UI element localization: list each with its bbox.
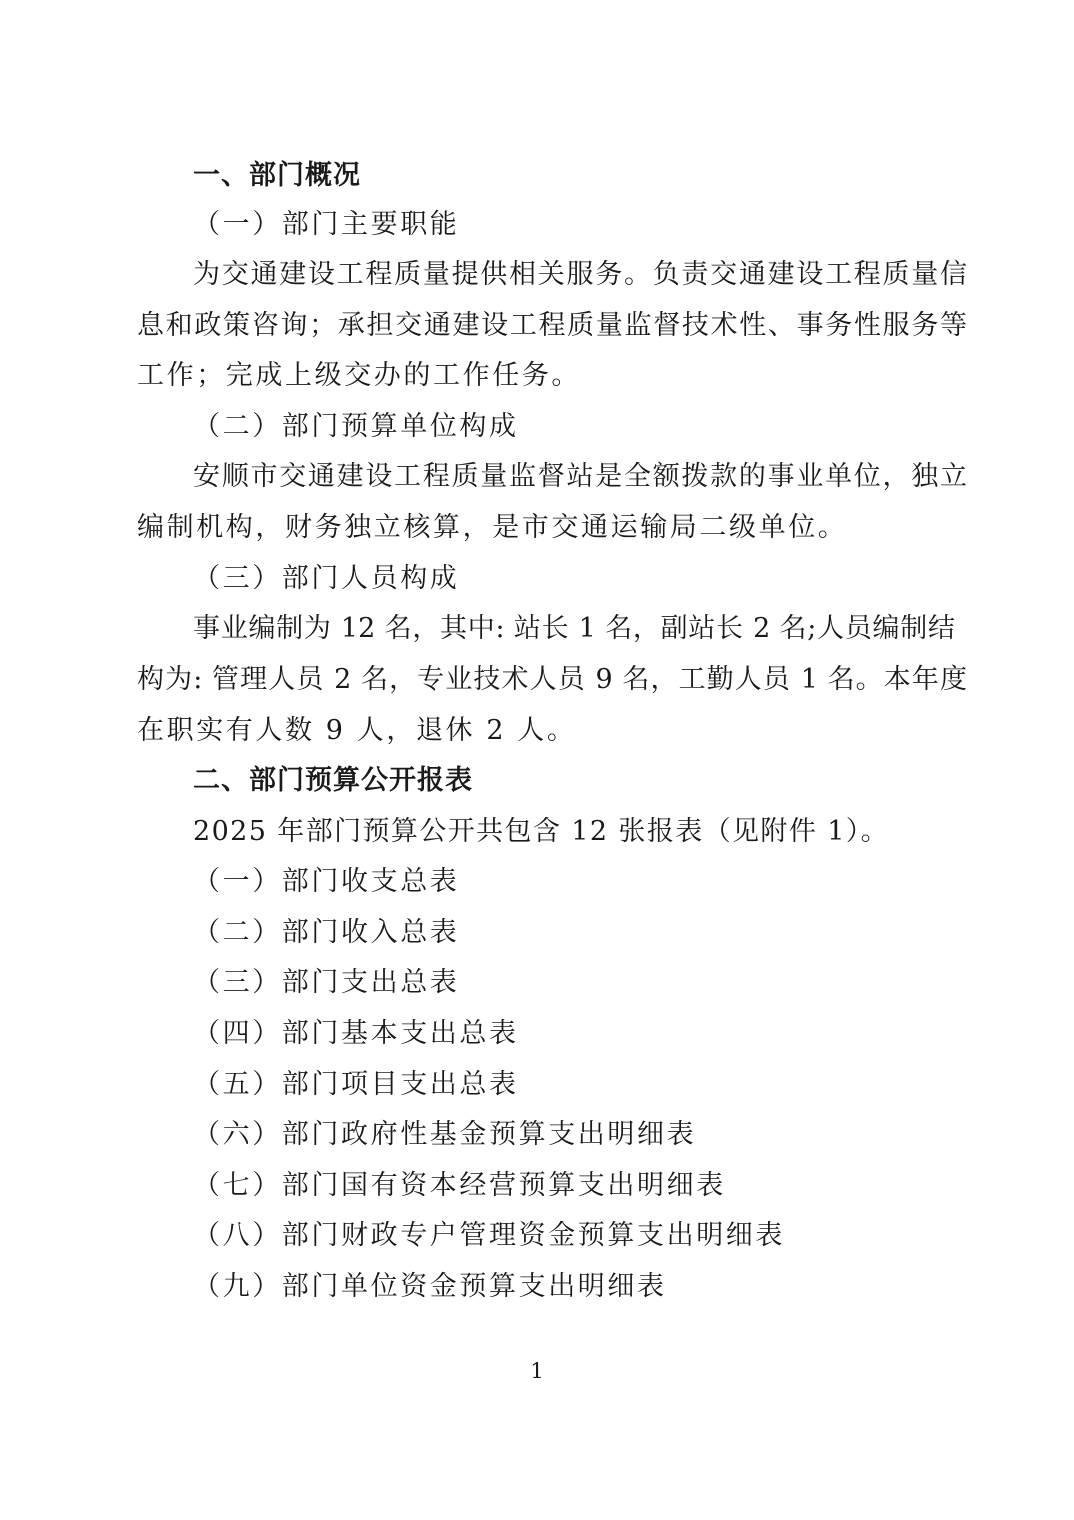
paragraph-line: 为交通建设工程质量提供相关服务。负责交通建设工程质量信 [193,259,967,290]
section-heading-budget-reports: 二、部门预算公开报表 [193,765,473,796]
subheading-budget-units: （二）部门预算单位构成 [193,411,519,442]
paragraph-line: 安顺市交通建设工程质量监督站是全额拨款的事业单位，独立 [193,461,967,492]
report-list-item: （八）部门财政专户管理资金预算支出明细表 [193,1220,785,1251]
report-list-item: （六）部门政府性基金预算支出明细表 [193,1119,697,1150]
report-list-item: （二）部门收入总表 [193,917,460,948]
subheading-staff-composition: （三）部门人员构成 [193,563,460,594]
report-list-item: （三）部门支出总表 [193,967,460,998]
report-list-item: （九）部门单位资金预算支出明细表 [193,1271,667,1302]
paragraph-line: 在职实有人数 9 人，退休 2 人。 [137,715,577,746]
report-list-item: （五）部门项目支出总表 [193,1069,519,1100]
paragraph-line: 2025 年部门预算公开共包含 12 张报表（见附件 1）。 [193,816,890,847]
paragraph-line: 编制机构，财务独立核算，是市交通运输局二级单位。 [137,512,848,543]
page-number: 1 [530,1359,544,1383]
paragraph-line: 工作；完成上级交办的工作任务。 [137,360,581,391]
report-list-item: （四）部门基本支出总表 [193,1018,519,1049]
section-heading-department-overview: 一、部门概况 [193,160,361,191]
report-list-item: （一）部门收支总表 [193,866,460,897]
paragraph-line: 息和政策咨询；承担交通建设工程质量监督技术性、事务性服务等 [137,310,967,341]
paragraph-line: 事业编制为 12 名，其中: 站长 1 名，副站长 2 名;人员编制结 [193,613,955,644]
paragraph-line: 构为: 管理人员 2 名，专业技术人员 9 名，工勤人员 1 名。本年度 [137,664,967,695]
report-list-item: （七）部门国有资本经营预算支出明细表 [193,1170,726,1201]
subheading-main-functions: （一）部门主要职能 [193,209,460,240]
